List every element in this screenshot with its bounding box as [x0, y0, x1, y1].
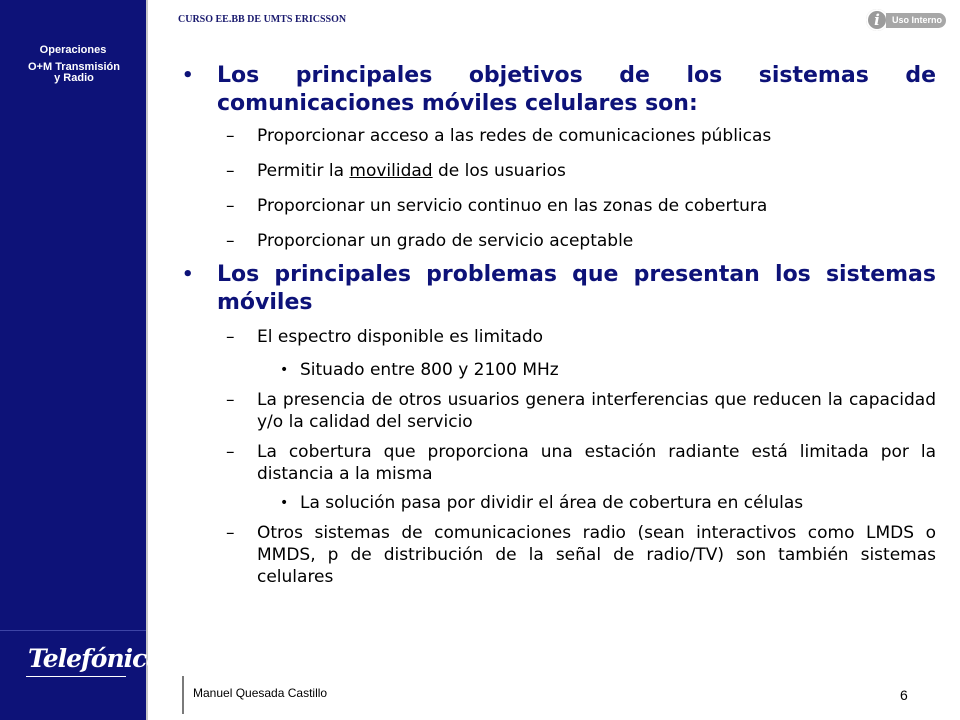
dash-marker: –	[226, 196, 235, 216]
info-icon: i	[866, 9, 888, 31]
dash-marker: –	[226, 523, 235, 543]
sub-list-item-text: La solución pasa por dividir el área de cobertura en células	[300, 493, 804, 513]
dash-marker: –	[226, 327, 235, 347]
sub-list-item-text: Situado entre 800 y 2100 MHz	[300, 360, 559, 380]
bullet-dot: •	[182, 264, 194, 285]
list-item-text: Proporcionar un grado de servicio aceptable	[257, 231, 634, 251]
list-item	[178, 195, 936, 217]
sidebar	[0, 0, 146, 720]
course-title: CURSO EE.BB DE UMTS ERICSSON	[178, 14, 347, 25]
sidebar-title: Operaciones	[39, 44, 107, 56]
dash-marker: –	[226, 442, 235, 462]
footer-divider	[182, 676, 184, 714]
list-item	[178, 230, 936, 252]
list-item	[178, 326, 936, 348]
list-item	[178, 160, 936, 182]
slide-content	[178, 62, 936, 588]
author-name: Manuel Quesada Castillo	[193, 686, 328, 700]
list-item-text: Proporcionar un servicio continuo en las zonas de cobertura	[257, 196, 768, 216]
bullet-objectives	[178, 62, 936, 118]
sidebar-divider	[146, 0, 148, 720]
bullet-problems-text: Los principales problemas que presentan los sistemas móviles	[217, 262, 936, 315]
badge-label: Uso Interno	[886, 13, 946, 28]
dash-marker: –	[226, 161, 235, 181]
uso-interno-badge	[866, 9, 946, 31]
list-item	[178, 522, 936, 588]
sub-bullet-dot: •	[280, 362, 289, 378]
telefonica-logo: Telefónica	[28, 644, 162, 673]
bullet-problems	[178, 261, 936, 317]
list-item	[178, 389, 936, 433]
sidebar-subtitle: O+M Transmisión y Radio	[28, 61, 120, 84]
page-number: 6	[900, 687, 908, 703]
list-item-text-before: Permitir la	[257, 161, 350, 181]
dash-marker: –	[226, 390, 235, 410]
list-item-text: La presencia de otros usuarios genera interferencias que reducen la capacidad y/o la calidad del servicio	[257, 390, 936, 432]
bullet-objectives-text: Los principales objetivos de los sistemas de comunicaciones móviles celulares son:	[217, 63, 936, 116]
logo-underline	[26, 676, 126, 677]
sub-list-item	[178, 359, 936, 381]
list-item-text: El espectro disponible es limitado	[257, 327, 544, 347]
sub-bullet-dot: •	[280, 495, 289, 511]
list-item-text: Otros sistemas de comunicaciones radio (sean interactivos como LMDS o MMDS, p de distribución de la señal de radio/TV) son también sistemas celulares	[257, 523, 936, 587]
list-item	[178, 441, 936, 485]
list-item	[178, 125, 936, 147]
list-item-text-after: de los usuarios	[432, 161, 566, 181]
dash-marker: –	[226, 126, 235, 146]
sub-list-item	[178, 492, 936, 514]
list-item-text: La cobertura que proporciona una estación radiante está limitada por la distancia a la misma	[257, 442, 936, 484]
dash-marker: –	[226, 231, 235, 251]
underlined-word: movilidad	[349, 161, 433, 181]
bullet-dot: •	[182, 65, 194, 86]
list-item-text: Proporcionar acceso a las redes de comunicaciones públicas	[257, 126, 772, 146]
